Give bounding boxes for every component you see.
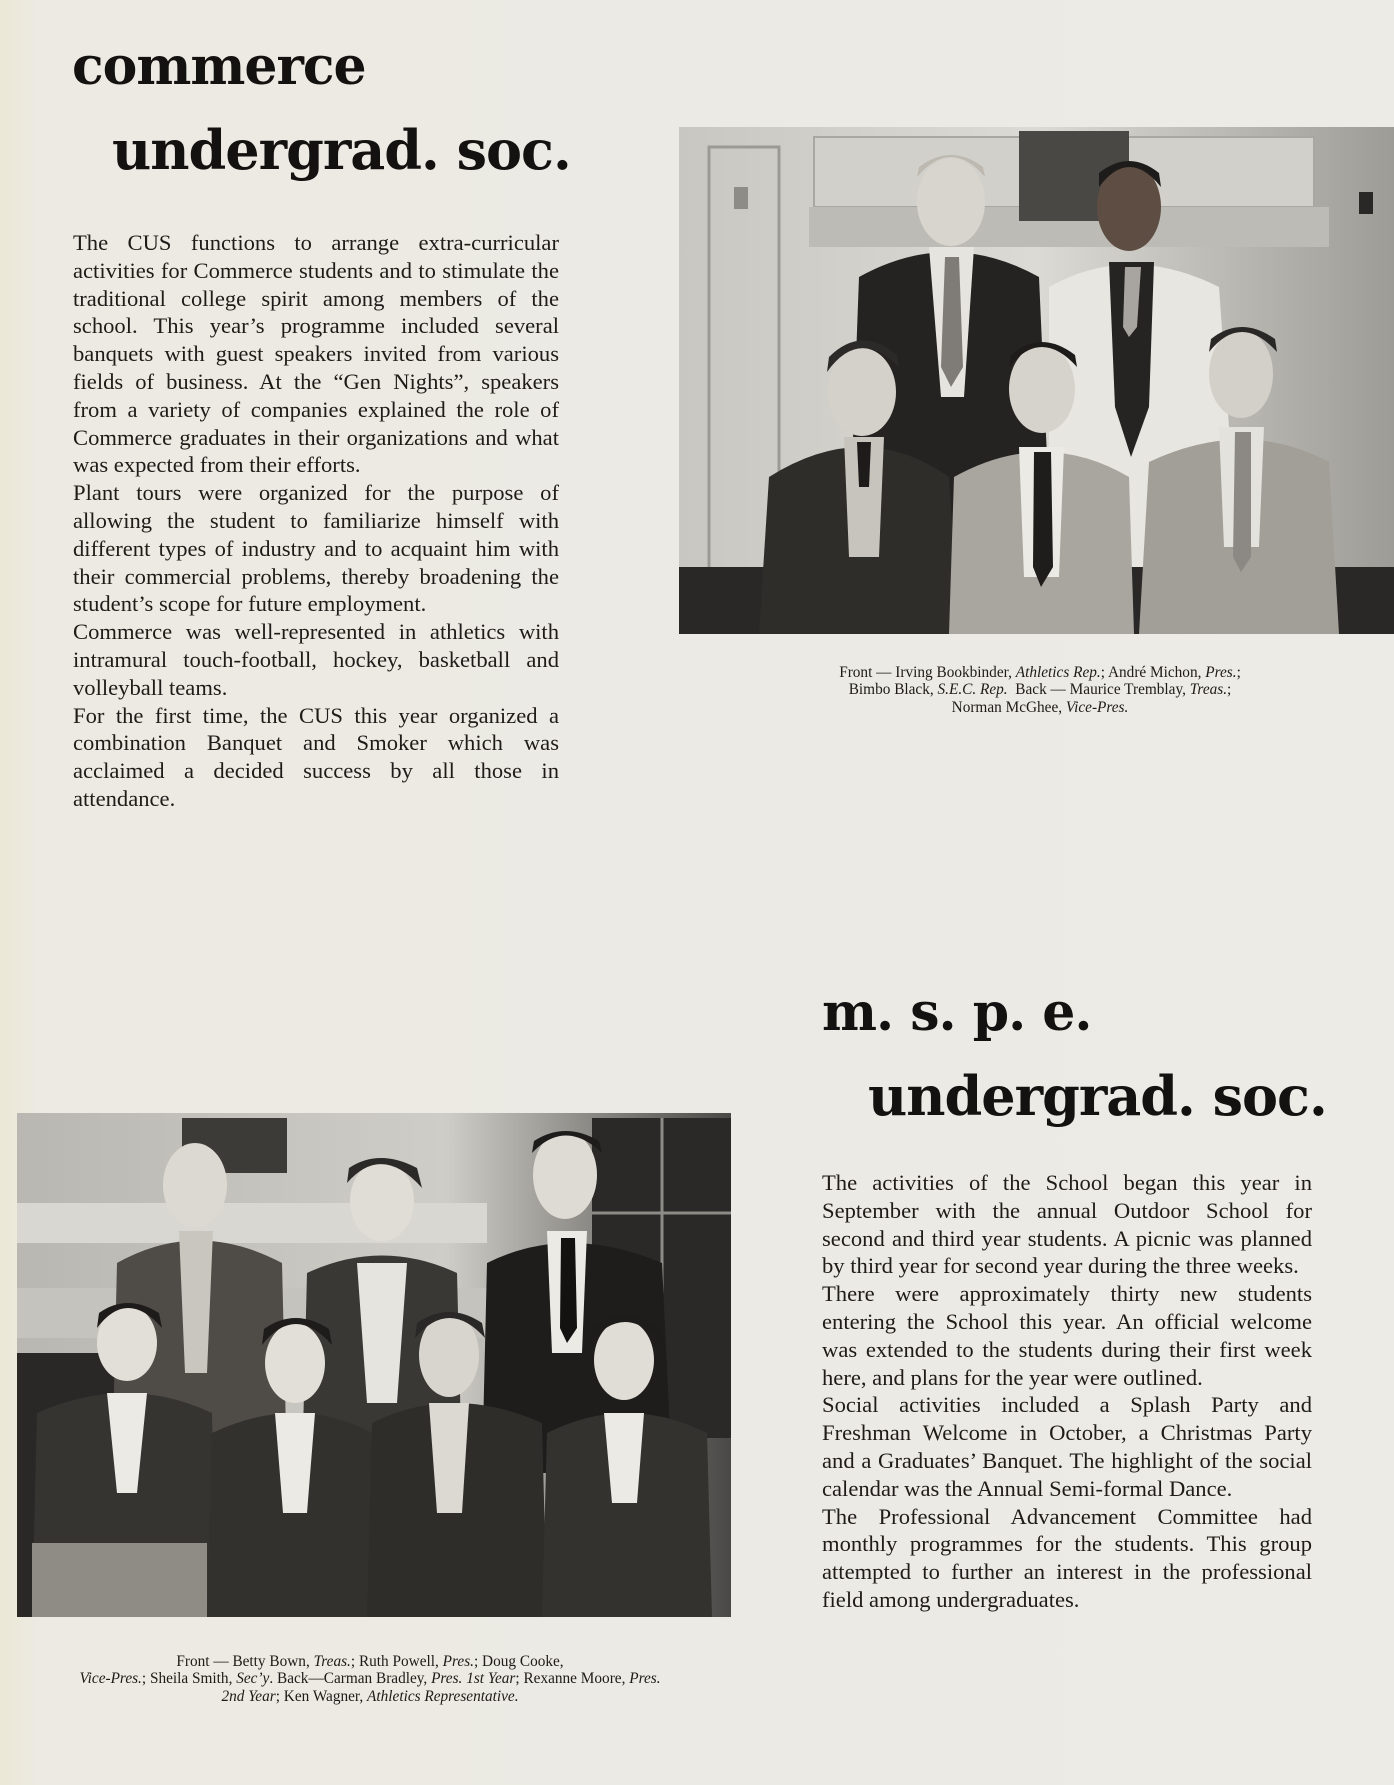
caption-name: Ruth Powell, xyxy=(358,1653,443,1670)
caption-name: Irving Bookbinder, xyxy=(895,664,1016,681)
caption-separator: ; xyxy=(473,1653,483,1670)
caption-name: Carman Bradley, xyxy=(323,1670,432,1688)
mantel-shelf xyxy=(17,1203,487,1243)
caption-separator: ; xyxy=(1227,681,1232,699)
mspe-paragraph: Social activities included a Splash Party and Freshman Welcome in October, a Christmas Party and a Graduates’ Banquet. The highlight of the social calendar was the Annual Semi-formal Dance. xyxy=(822,1392,1312,1501)
wall-outlet xyxy=(1359,192,1373,214)
caption-name: Norman McGhee, xyxy=(951,698,1066,716)
caption-separator: ; xyxy=(141,1670,150,1688)
caption-name: Doug Cooke, xyxy=(482,1653,564,1670)
light-switch xyxy=(734,187,748,209)
caption-name: Maurice Tremblay, xyxy=(1069,681,1190,699)
caption-role: Pres. xyxy=(1205,664,1237,681)
commerce-heading-line1: commerce xyxy=(72,36,366,97)
caption-separator: ; xyxy=(275,1687,284,1705)
mspe-paragraph: The Professional Advancement Committee had monthly programmes for the students. This group attempted to further an interest in the professional field among undergraduates. xyxy=(822,1503,1312,1612)
caption-separator: ; xyxy=(515,1670,524,1688)
commerce-article-text xyxy=(73,229,559,813)
caption-role: Treas. xyxy=(313,1653,351,1670)
caption-role: Sec’y xyxy=(236,1670,270,1688)
caption-name: Sheila Smith, xyxy=(149,1670,237,1688)
plaid-skirt xyxy=(32,1543,207,1617)
caption-label-back: . Back— xyxy=(269,1670,324,1688)
caption-role: Athletics Rep. xyxy=(1015,664,1101,681)
caption-role: Treas. xyxy=(1189,681,1228,699)
commerce-paragraph: For the first time, the CUS this year organized a combination Banquet and Smoker which was acclaimed a decided success by all those in attendance. xyxy=(73,702,559,811)
mspe-heading-line1: m. s. p. e. xyxy=(822,982,1092,1043)
caption-role: Vice-Pres. xyxy=(1065,698,1129,716)
commerce-paragraph: Plant tours were organized for the purpose of allowing the student to familiarize himself with different types of industry and to acquaint him with their commercial problems, thereby broadening the student’s scope for future employment. xyxy=(73,480,559,617)
caption-name: André Michon, xyxy=(1107,664,1206,681)
caption-role: Pres. 2nd Year xyxy=(221,1670,661,1705)
caption-role: Pres. 1st Year xyxy=(431,1670,516,1688)
caption-role: S.E.C. Rep. xyxy=(937,681,1008,699)
caption-role: Athletics Representative. xyxy=(367,1687,519,1705)
caption-name: Bimbo Black, xyxy=(848,681,938,699)
mspe-group-photo xyxy=(17,1113,731,1617)
caption-name: Betty Bown, xyxy=(232,1653,314,1670)
caption-label-front: Front — xyxy=(839,664,896,681)
caption-name: Ken Wagner, xyxy=(283,1687,368,1705)
commerce-heading-line2: undergrad. soc. xyxy=(112,118,571,182)
caption-role: Pres. xyxy=(442,1653,474,1670)
mspe-group-photo-image xyxy=(17,1113,731,1617)
commerce-group-photo-image xyxy=(679,127,1394,634)
commerce-photo-caption xyxy=(740,664,1340,716)
mspe-heading-line2: undergrad. soc. xyxy=(868,1064,1327,1128)
caption-separator: ; xyxy=(1236,664,1241,681)
mspe-paragraph: There were approximately thirty new students entering the School this year. An official welcome was extended to the students during their first week here, and plans for the year were outlined. xyxy=(822,1281,1312,1390)
mspe-article-text xyxy=(822,1169,1312,1614)
mspe-paragraph: The activities of the School began this year in September with the annual Outdoor School for second and third year students. A picnic was planned by third year for second year during the three weeks. xyxy=(822,1170,1312,1279)
commerce-group-photo xyxy=(679,127,1394,634)
caption-name: Rexanne Moore, xyxy=(523,1670,630,1688)
commerce-paragraph: Commerce was well-represented in athletics with intramural touch-football, hockey, basketball and volleyball teams. xyxy=(73,619,559,700)
caption-separator: ; xyxy=(350,1653,359,1670)
caption-label-back: Back — xyxy=(1007,681,1070,699)
caption-role: Vice-Pres. xyxy=(79,1670,142,1688)
mspe-photo-caption xyxy=(70,1653,670,1705)
caption-separator: ; xyxy=(1100,664,1108,681)
caption-label-front: Front — xyxy=(176,1653,233,1670)
commerce-paragraph: The CUS functions to arrange extra-curricular activities for Commerce students and to stimulate the traditional college spirit among members of the school. This year’s programme included several banquets with guest speakers invited from various fields of business. At the “Gen Nights”, speakers from a variety of companies explained the role of Commerce graduates in their organizations and what was expected from their efforts. xyxy=(73,230,559,478)
